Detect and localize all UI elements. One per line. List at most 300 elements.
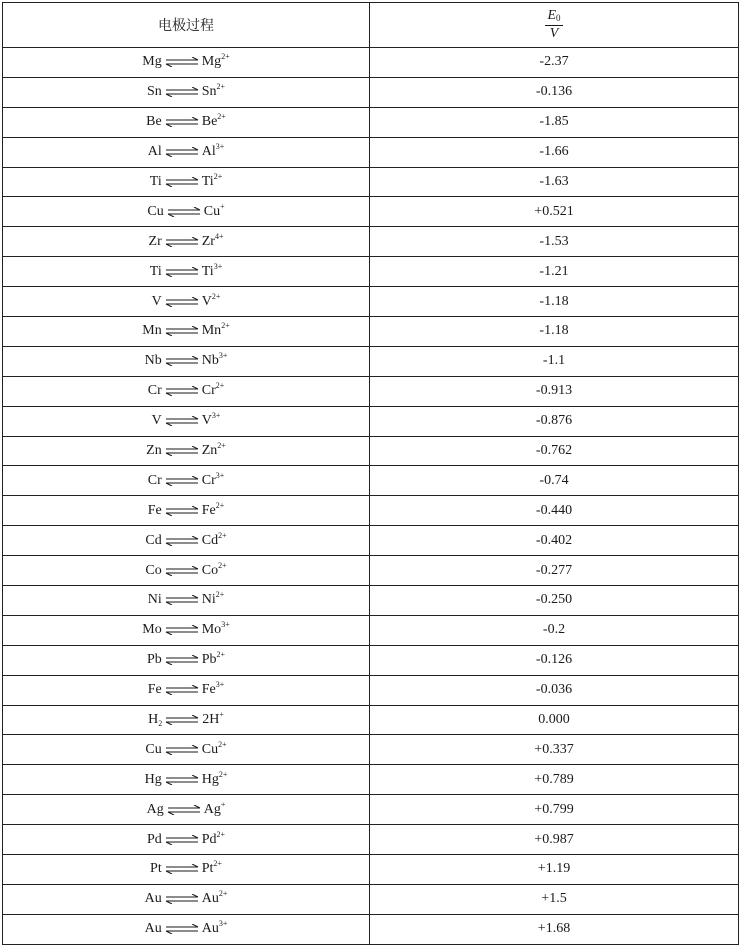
table-header-row: [3, 3, 739, 48]
reaction: [142, 54, 229, 70]
reactant: [150, 264, 162, 280]
ion-symbol: Co: [201, 562, 219, 578]
table-row: [3, 346, 739, 376]
ion-charge: 3+: [213, 261, 223, 271]
electrode-process-cell: [3, 287, 370, 317]
electrode-process-cell: [3, 406, 370, 436]
ion: [201, 470, 225, 489]
reactant-symbol: Co: [145, 562, 162, 578]
electrode-process-cell: [3, 615, 370, 645]
table-row: [3, 765, 739, 795]
ion: [202, 54, 230, 70]
reactant: [146, 114, 162, 130]
reactant-symbol: Mg: [142, 54, 162, 70]
electrode-process-cell: [3, 735, 370, 765]
potential-value-cell: [370, 526, 739, 556]
table-row: [3, 48, 739, 78]
electrode-process-cell: [3, 526, 370, 556]
table-row: [3, 914, 739, 944]
reaction: [145, 921, 228, 937]
table-row: [3, 855, 739, 885]
ion-symbol: Cd: [201, 532, 219, 548]
reactant-symbol: Cd: [145, 532, 162, 548]
ion: [201, 291, 221, 310]
electrode-process-cell: [3, 167, 370, 197]
electrode-process-cell: [3, 227, 370, 257]
potential-value-cell: [370, 645, 739, 675]
equilibrium-arrow-icon: [165, 386, 199, 396]
reaction: [150, 174, 222, 190]
table-row: [3, 496, 739, 526]
reactant-symbol: Fe: [147, 502, 162, 518]
equilibrium-arrow-icon: [165, 117, 199, 127]
electrode-process-cell: [3, 705, 370, 735]
reactant: [146, 443, 162, 459]
potential-value-cell: [370, 914, 739, 944]
ion-symbol: Au: [201, 921, 219, 937]
reactant: [145, 533, 161, 549]
electrode-process-cell: [3, 466, 370, 496]
ion-charge: 3+: [211, 411, 221, 421]
reactant: [142, 622, 161, 638]
table-row: [3, 77, 739, 107]
reaction: [144, 769, 228, 788]
ion: [202, 652, 225, 668]
ion-charge: 2+: [216, 650, 226, 660]
potential-value: +0.799: [534, 801, 574, 817]
reactant: [145, 353, 162, 369]
ion-symbol: Cr: [201, 472, 216, 488]
equilibrium-arrow-icon: [165, 506, 199, 516]
ion-charge: 2+: [211, 291, 221, 301]
reactant: [147, 204, 163, 220]
ion-charge: 3+: [215, 470, 225, 480]
ion-symbol: Cr: [201, 383, 216, 399]
ion: [201, 739, 227, 758]
table-row: [3, 615, 739, 645]
reactant: [149, 234, 162, 250]
ion-symbol: Pb: [201, 652, 217, 668]
potential-value: -0.402: [535, 532, 573, 548]
equilibrium-arrow-icon: [165, 536, 199, 546]
equilibrium-arrow-icon: [165, 595, 199, 605]
equilibrium-arrow-icon: [165, 835, 199, 845]
equilibrium-arrow-icon: [165, 147, 199, 157]
potential-value: -0.126: [535, 652, 573, 668]
reactant: [147, 802, 164, 818]
reactant: [147, 832, 162, 848]
reactant-symbol: Sn: [146, 84, 162, 100]
potential-value: -1.85: [539, 114, 569, 130]
potential-value-cell: [370, 466, 739, 496]
reactant-symbol: Pt: [150, 861, 162, 877]
ion-charge: +: [219, 710, 224, 720]
electrode-process-cell: [3, 825, 370, 855]
ion-charge: 2+: [213, 172, 223, 181]
potential-value: 0.000: [538, 712, 570, 728]
ion-charge: +: [220, 799, 226, 809]
reaction: [146, 829, 226, 848]
reactant: [148, 383, 162, 399]
potential-value-cell: [370, 227, 739, 257]
table-row: [3, 795, 739, 825]
reactant-symbol: Cr: [147, 383, 162, 399]
ion-symbol: Al: [201, 144, 216, 160]
electrode-process-cell: [3, 675, 370, 705]
reactant: [148, 503, 162, 519]
electrode-process-cell: [3, 855, 370, 885]
table-row: [3, 466, 739, 496]
ion-symbol: Pt: [201, 861, 214, 877]
potential-value-cell: [370, 346, 739, 376]
reactant: [152, 294, 162, 310]
reactant: [147, 652, 162, 668]
ion-symbol: V: [201, 293, 212, 309]
table-body: [3, 48, 739, 945]
numerator-symbol: E: [547, 8, 557, 24]
potential-value-cell: [370, 48, 739, 78]
potential-value-cell: [370, 436, 739, 466]
electrode-process-cell: [3, 795, 370, 825]
reactant-symbol: Ti: [149, 263, 162, 279]
potential-value-cell: [370, 884, 739, 914]
potential-fraction: [545, 8, 562, 41]
electrode-process-cell: [3, 556, 370, 586]
ion-charge: 3+: [221, 620, 230, 630]
reactant-symbol: Ag: [146, 801, 164, 817]
equilibrium-arrow-icon: [165, 297, 199, 307]
ion-symbol: Hg: [201, 771, 219, 787]
ion: [202, 413, 221, 429]
ion-charge: 2+: [215, 500, 225, 510]
numerator-subscript: 0: [556, 13, 561, 24]
ion: [201, 769, 228, 788]
electrode-process-cell: [3, 765, 370, 795]
ion: [202, 891, 228, 907]
potential-value-cell: [370, 77, 739, 107]
ion-charge: 2+: [216, 82, 226, 92]
equilibrium-arrow-icon: [167, 805, 201, 815]
reactant: [145, 921, 162, 937]
potential-value-cell: [370, 855, 739, 885]
ion-charge: 2+: [218, 769, 228, 779]
table-row: [3, 257, 739, 287]
potential-value: -0.250: [535, 592, 573, 608]
ion-charge: 3+: [218, 919, 228, 929]
ion: [203, 799, 226, 818]
reaction: [152, 413, 221, 429]
potential-value: +1.5: [541, 891, 567, 907]
equilibrium-arrow-icon: [165, 476, 199, 486]
potential-value-cell: [370, 496, 739, 526]
ion-symbol: Pd: [201, 831, 217, 847]
potential-value-cell: [370, 167, 739, 197]
table-row: [3, 825, 739, 855]
reactant: [145, 772, 162, 788]
reactant-symbol: Cr: [147, 472, 162, 488]
potential-value: -1.18: [539, 293, 569, 309]
electrode-process-cell: [3, 137, 370, 167]
ion-symbol: Cu: [201, 741, 219, 757]
potential-value: +1.19: [537, 861, 571, 877]
electrode-process-cell: [3, 48, 370, 78]
reactant: [150, 174, 162, 190]
reactant-symbol: Hg: [144, 771, 162, 787]
ion-symbol: Fe: [201, 502, 216, 518]
ion-symbol: Sn: [201, 84, 217, 100]
potential-value: +0.521: [534, 203, 574, 219]
ion: [202, 114, 226, 130]
equilibrium-arrow-icon: [165, 237, 199, 247]
potential-value: +0.987: [534, 831, 574, 847]
potential-value-cell: [370, 287, 739, 317]
ion-charge: 2+: [218, 889, 228, 899]
ion-charge: 2+: [218, 560, 227, 570]
reaction: [147, 500, 225, 519]
potential-value: -1.18: [539, 323, 569, 339]
ion-symbol: Zr: [201, 233, 215, 249]
ion-symbol: 2H: [202, 712, 220, 728]
ion: [201, 560, 227, 579]
reaction: [149, 261, 223, 280]
table-row: [3, 705, 739, 735]
potential-value: -0.2: [542, 622, 566, 638]
table-row: [3, 884, 739, 914]
equilibrium-arrow-icon: [165, 924, 199, 934]
equilibrium-arrow-icon: [167, 207, 201, 217]
reactant: [142, 54, 161, 70]
reaction: [148, 383, 225, 399]
potential-value-cell: [370, 376, 739, 406]
reaction: [145, 353, 228, 369]
electrode-process-cell: [3, 884, 370, 914]
reaction: [145, 891, 228, 907]
fraction-denominator: V: [549, 25, 559, 41]
reactant: [145, 891, 162, 907]
ion-charge: 4+: [214, 231, 224, 241]
ion-charge: 2+: [215, 590, 225, 600]
potential-value-cell: [370, 586, 739, 616]
ion: [202, 592, 225, 608]
ion-charge: 2+: [215, 381, 225, 391]
ion-charge: 2+: [218, 739, 227, 749]
table-row: [3, 436, 739, 466]
potential-value: -1.66: [539, 144, 569, 160]
electrode-process-cell: [3, 645, 370, 675]
ion-symbol: Au: [201, 891, 219, 907]
reactant-symbol: V: [151, 413, 162, 429]
table-row: [3, 107, 739, 137]
reactant: [148, 592, 162, 608]
reactant: [145, 742, 161, 758]
table-row: [3, 556, 739, 586]
equilibrium-arrow-icon: [165, 566, 199, 576]
table-row: [3, 197, 739, 227]
reaction: [147, 652, 225, 668]
electrode-potential-table: [2, 2, 739, 945]
reaction: [148, 712, 224, 728]
ion: [202, 84, 225, 100]
electrode-process-cell: [3, 436, 370, 466]
equilibrium-arrow-icon: [165, 356, 199, 366]
reaction: [148, 231, 224, 250]
ion: [202, 622, 230, 638]
potential-value-cell: [370, 765, 739, 795]
electrode-process-cell: [3, 586, 370, 616]
electrode-process-cell: [3, 914, 370, 944]
potential-value-cell: [370, 556, 739, 586]
ion-charge: 3+: [215, 142, 225, 152]
equilibrium-arrow-icon: [165, 267, 199, 277]
ion: [201, 261, 223, 280]
electrode-process-cell: [3, 317, 370, 347]
ion-symbol: Ag: [203, 801, 221, 817]
ion-symbol: Zn: [201, 443, 218, 459]
reactant-symbol: H: [148, 712, 159, 728]
reaction: [145, 530, 227, 549]
ion-charge: +: [220, 201, 225, 211]
reactant-subscript: 2: [158, 719, 163, 729]
equilibrium-arrow-icon: [165, 655, 199, 665]
potential-value-cell: [370, 795, 739, 825]
potential-value-cell: [370, 137, 739, 167]
reactant: [148, 682, 162, 698]
potential-value: -1.1: [542, 353, 566, 369]
potential-value: -0.913: [535, 383, 573, 399]
reactant-symbol: Al: [147, 144, 162, 160]
potential-value: -0.440: [535, 502, 573, 518]
potential-value-cell: [370, 825, 739, 855]
potential-value-cell: [370, 197, 739, 227]
ion-charge: 2+: [216, 829, 226, 839]
reactant-symbol: Ti: [149, 174, 162, 189]
fraction-numerator: [545, 8, 562, 25]
header-potential: [370, 3, 739, 48]
equilibrium-arrow-icon: [165, 625, 199, 635]
ion-symbol: Cu: [203, 203, 221, 219]
equilibrium-arrow-icon: [165, 864, 199, 874]
equilibrium-arrow-icon: [165, 446, 199, 456]
ion: [201, 231, 224, 250]
reactant-symbol: Mn: [142, 323, 162, 339]
potential-value: -0.136: [535, 84, 573, 100]
reaction: [146, 799, 226, 818]
reactant: [147, 84, 162, 100]
potential-value-cell: [370, 257, 739, 287]
electrode-process-cell: [3, 107, 370, 137]
reactant: [142, 323, 161, 339]
reactant-symbol: Cu: [145, 741, 162, 757]
reactant: [148, 712, 162, 728]
equilibrium-arrow-icon: [165, 715, 199, 725]
ion-symbol: Fe: [201, 682, 216, 698]
electrode-process-cell: [3, 376, 370, 406]
ion-charge: 2+: [217, 112, 226, 122]
electrode-process-cell: [3, 77, 370, 107]
reactant-symbol: Au: [144, 921, 162, 937]
ion: [202, 383, 225, 399]
reaction: [142, 622, 229, 638]
potential-value: +1.68: [537, 921, 571, 937]
reaction: [146, 114, 226, 130]
ion: [202, 861, 222, 877]
ion-symbol: Nb: [201, 353, 219, 369]
reactant-symbol: Pd: [146, 831, 162, 847]
potential-value: -0.277: [535, 562, 573, 578]
reactant-symbol: Nb: [144, 353, 162, 369]
reactant-symbol: Be: [146, 114, 162, 130]
ion-charge: 2+: [221, 52, 230, 62]
reaction: [146, 443, 226, 459]
table-row: [3, 526, 739, 556]
potential-value: -1.53: [539, 233, 569, 249]
reaction: [147, 470, 225, 489]
table-row: [3, 675, 739, 705]
reactant-symbol: Cu: [147, 203, 164, 219]
ion-symbol: Mg: [201, 54, 222, 70]
potential-value: +0.789: [534, 771, 574, 787]
ion-symbol: Ti: [201, 263, 214, 279]
potential-value-cell: [370, 675, 739, 705]
reactant-symbol: Zr: [148, 233, 162, 249]
electrode-process-cell: [3, 346, 370, 376]
reaction: [145, 560, 227, 579]
ion: [202, 353, 228, 369]
equilibrium-arrow-icon: [165, 177, 199, 187]
header-electrode-process-label: 电极过程: [158, 18, 214, 34]
ion: [201, 530, 227, 549]
reactant: [152, 413, 162, 429]
potential-value-cell: [370, 735, 739, 765]
reaction: [151, 291, 221, 310]
equilibrium-arrow-icon: [165, 87, 199, 97]
reactant-symbol: Mo: [142, 622, 162, 638]
ion: [202, 712, 224, 728]
ion-charge: 2+: [217, 441, 226, 451]
table-row: [3, 586, 739, 616]
ion-charge: 3+: [215, 680, 225, 690]
electrode-process-cell: [3, 197, 370, 227]
ion: [202, 921, 228, 937]
reactant: [148, 473, 162, 489]
reactant: [150, 861, 162, 877]
reaction: [148, 592, 225, 608]
table-row: [3, 317, 739, 347]
reaction: [148, 682, 225, 698]
potential-value: -1.63: [539, 174, 569, 189]
reaction: [147, 201, 225, 220]
reactant-symbol: Au: [144, 891, 162, 907]
ion: [202, 323, 230, 339]
potential-value-cell: [370, 615, 739, 645]
equilibrium-arrow-icon: [165, 894, 199, 904]
table-row: [3, 735, 739, 765]
ion-charge: 3+: [218, 351, 228, 361]
reactant: [148, 144, 162, 160]
reactant-symbol: Fe: [147, 682, 162, 698]
ion: [202, 144, 225, 160]
equilibrium-arrow-icon: [165, 745, 199, 755]
equilibrium-arrow-icon: [165, 685, 199, 695]
potential-value-cell: [370, 705, 739, 735]
potential-value: -0.762: [535, 443, 573, 459]
ion: [202, 174, 222, 190]
potential-value: -2.37: [539, 54, 569, 70]
ion-charge: 2+: [218, 530, 227, 540]
equilibrium-arrow-icon: [165, 416, 199, 426]
ion-symbol: V: [201, 413, 212, 429]
reaction: [145, 739, 227, 758]
